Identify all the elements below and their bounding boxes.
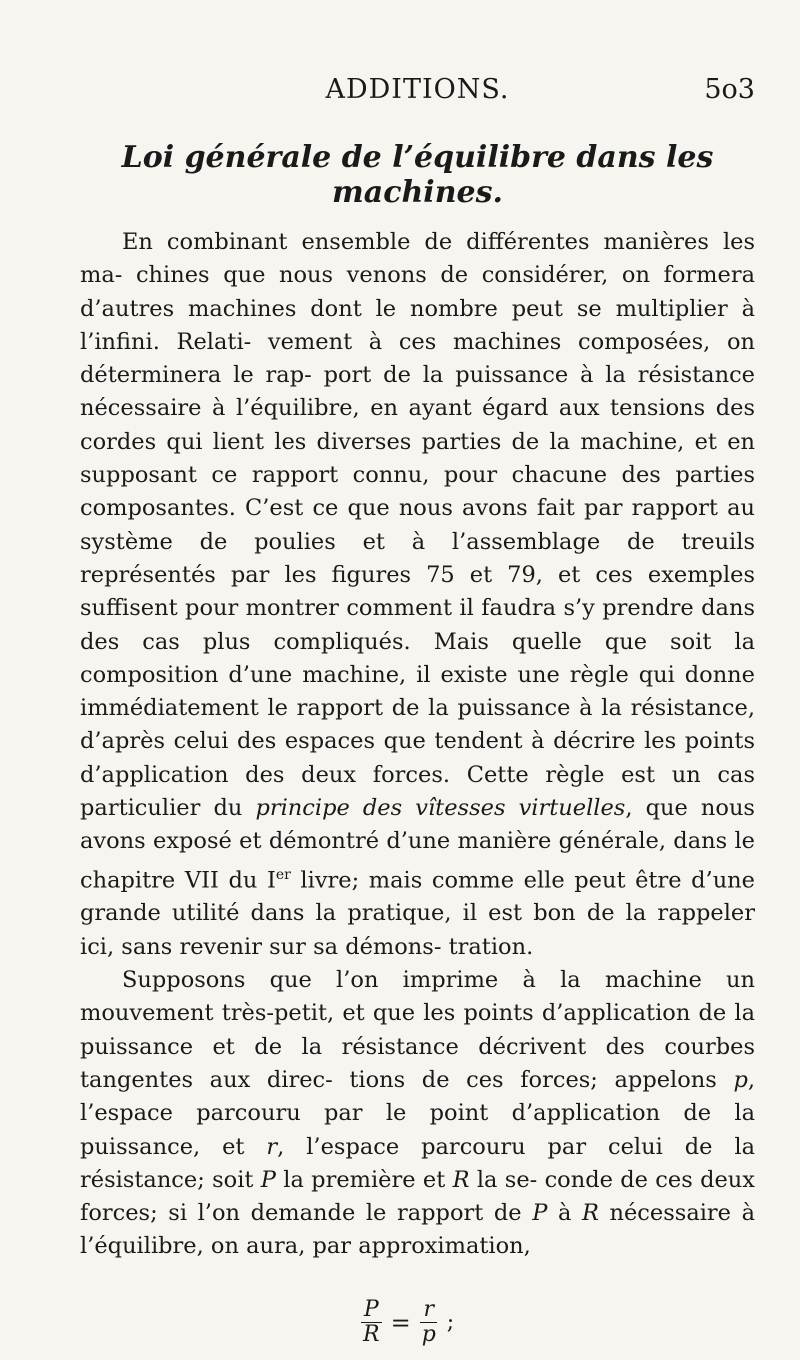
paragraph-2-var-R2: R bbox=[581, 1200, 599, 1227]
paragraph-1-text-c: livre; mais comme elle peut être d’une grande utilité dans la pratique, il est bon de la rappeler ici, sans revenir sur sa démons- tration. bbox=[80, 867, 755, 960]
page-number: 5o3 bbox=[704, 74, 755, 105]
paragraph-2-var-P2: P bbox=[532, 1200, 548, 1227]
paragraph-1-text-a: En combinant ensemble de différentes manières les ma- chines que nous venons de considérer, on formera d’autres machines dont le nombre peut se multiplier à l’infini. Relati- vement à ces machines composées, on déterminera le rap- port de la puissance à la résistance nécessaire à l’équilibre, en ayant égard aux tensions des cordes qui lient les diverses parties de la machine, et en supposant ce rapport connu, pour chacune des parties composantes. C’est ce que nous avons fait par rapport au système de poulies et à l’assemblage de treuils représentés par les figures 75 et 79, et ces exemples suffisent pour montrer comment il faudra s’y prendre dans des cas plus compliqués. Mais quelle que soit la composition d’une machine, il existe une règle qui donne immédiatement le rapport de la puissance à la résistance, d’après celui des espaces que tendent à décrire les points d’application des deux forces. Cette règle est un cas particulier du bbox=[80, 229, 755, 822]
fraction-lhs-numerator: P bbox=[361, 1298, 382, 1323]
paragraph-2-text-f: à bbox=[547, 1200, 582, 1227]
paragraph-2-text-e: la se- conde de ces deux forces; si l’on demande le rapport de bbox=[80, 1166, 755, 1227]
paragraph-2-text-d: la première et bbox=[275, 1166, 453, 1193]
paragraph-2-text-b: , l’espace parcouru par le point d’application de la puissance, et bbox=[80, 1066, 755, 1160]
paragraph-2-text-a: Supposons que l’on imprime à la machine un mouvement très-petit, et que les points d’application de la puissance et de la résistance décrivent des courbes tangentes aux direc- tions de ces forces; appelons bbox=[80, 967, 755, 1093]
paragraph-1-superscript: er bbox=[275, 866, 291, 883]
formula-punctuation: ; bbox=[446, 1310, 455, 1335]
body-text bbox=[80, 226, 755, 1264]
paragraph-2-var-P: P bbox=[260, 1166, 276, 1193]
running-title: ADDITIONS. bbox=[325, 74, 510, 105]
equals-sign: = bbox=[390, 1308, 411, 1337]
section-title: Loi générale de l’équilibre dans les machines. bbox=[121, 140, 714, 210]
paragraph-1-italic-term: principe des vîtesses virtuelles bbox=[255, 795, 626, 822]
equilibrium-formula bbox=[360, 1298, 454, 1347]
paragraph-2-var-r: r bbox=[266, 1133, 278, 1160]
paragraph-1-text-b: , que nous avons exposé et démontré d’une manière générale, dans le chapitre VII du I bbox=[80, 795, 755, 894]
fraction-lhs-denominator: R bbox=[363, 1322, 380, 1347]
fraction-rhs-numerator: r bbox=[420, 1298, 437, 1323]
paragraph-2-text-c: , l’espace parcouru par celui de la résistance; soit bbox=[80, 1133, 756, 1193]
paragraph-2 bbox=[80, 964, 755, 1264]
paragraph-2-var-R: R bbox=[452, 1166, 470, 1193]
paragraph-1 bbox=[80, 226, 755, 964]
paragraph-2-text-g: nécessaire à l’équilibre, on aura, par approximation, bbox=[80, 1200, 756, 1260]
running-header bbox=[80, 70, 755, 110]
paragraph-2-var-p: p bbox=[733, 1066, 748, 1093]
fraction-rhs-denominator: p bbox=[421, 1322, 436, 1347]
fraction-lhs bbox=[360, 1298, 383, 1347]
fraction-rhs bbox=[419, 1298, 439, 1347]
